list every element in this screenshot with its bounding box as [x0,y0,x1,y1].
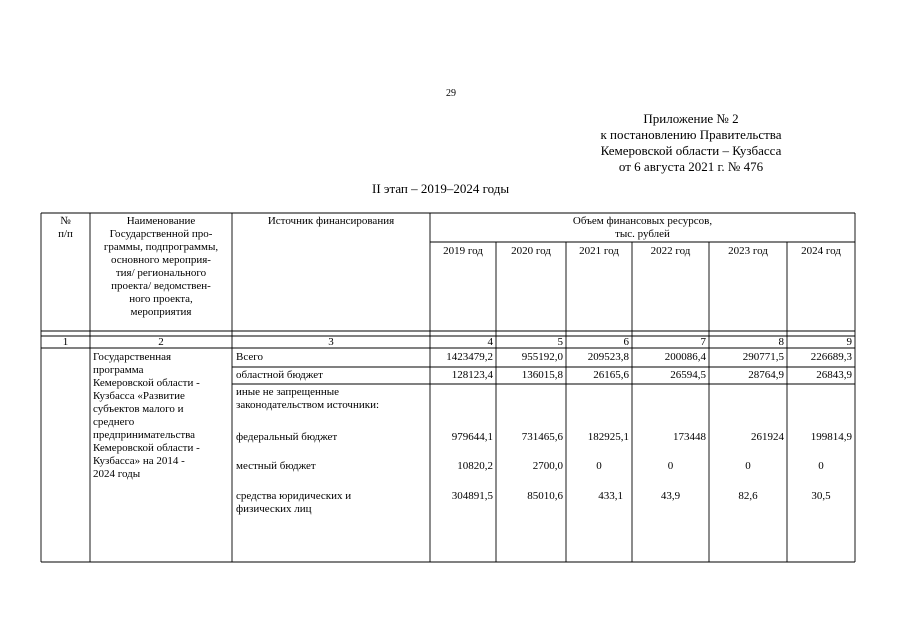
row-local-2024: 0 [818,460,824,472]
row-regional-2019: 128123,4 [451,369,493,381]
row-federal-source: федеральный бюджет [236,431,338,443]
col-number: 5 [557,336,563,348]
row-local-2020: 2700,0 [532,460,563,472]
program-name-line: Кемеровской области - [93,377,200,389]
col-number: 9 [846,336,852,348]
row-regional-2021: 26165,6 [593,369,629,381]
row-legal-entities-source [236,490,351,516]
row-legal-entities-2022: 43,9 [660,490,681,502]
program-name [93,351,200,481]
header-source: Источник финансирования [267,215,395,227]
appendix-line-3: Кемеровской области – Кузбасса [600,143,782,158]
col-number: 4 [487,336,493,348]
appendix-line-2: к постановлению Правительства [600,127,782,142]
header-name-line: граммы, подпрограммы, [103,241,219,253]
program-name-line: Государственная [93,351,172,363]
row-federal-2021: 182925,1 [587,431,629,443]
program-name-line: 2024 годы [93,468,141,480]
appendix-block [560,111,822,175]
row-local-2021: 0 [596,460,602,472]
program-name-line: Кемеровской области - [93,442,200,454]
header-year-2022: 2022 год [650,245,691,257]
header-name-line: Наименование [126,215,196,227]
col-number: 1 [62,336,69,348]
row-federal-2023: 261924 [751,431,784,443]
program-name-line: предпринимательства [93,429,196,441]
row-total-2022: 200086,4 [664,351,706,363]
header-name-line: ного проекта, [129,293,193,305]
row-legal-entities-line: средства юридических и [236,490,352,502]
header-name-line: мероприятия [130,306,192,318]
col-number: 6 [623,336,629,348]
program-name-line: программа [93,364,144,376]
row-regional-source: областной бюджет [236,369,323,381]
row-other-sources-label [236,386,379,412]
header-volume-line-2: тыс. рублей [615,228,670,240]
row-local-2023: 0 [745,460,751,472]
row-regional-2023: 28764,9 [748,369,784,381]
header-num-line-1: № [60,215,71,227]
appendix-line-1: Приложение № 2 [643,111,739,126]
row-federal-2022: 173448 [673,431,706,443]
row-regional-2022: 26594,5 [670,369,706,381]
header-year-2023: 2023 год [728,245,768,257]
program-name-line: Кузбасса» на 2014 - [93,455,185,467]
row-federal-2020: 731465,6 [521,431,563,443]
row-other-sources-line: иные не запрещенные [236,386,340,398]
header-num [41,215,90,241]
header-name [90,215,232,319]
row-federal-2024: 199814,9 [810,431,852,443]
program-name-line: Кузбасса «Развитие [93,390,185,402]
header-name-line: проекта/ ведомствен- [111,280,211,292]
col-number: 8 [778,336,784,348]
header-name-line: Государственной про- [109,228,213,240]
header-name-line: тия/ регионального [115,267,207,279]
header-year-2021: 2021 год [579,245,619,257]
row-local-2022: 0 [667,460,674,472]
header-num-line-2: п/п [58,228,73,240]
row-total-2021: 209523,8 [587,351,629,363]
row-legal-entities-2024: 30,5 [811,490,831,502]
col-number: 2 [158,336,164,348]
page-number: 29 [446,88,456,99]
row-total-2020: 955192,0 [521,351,563,363]
header-name-line: основного мероприя- [111,254,211,266]
row-legal-entities-line: физических лиц [236,503,312,515]
header-year-2024: 2024 год [801,245,841,257]
header-year-2019: 2019 год [443,245,483,257]
row-total-source: Всего [236,351,263,363]
row-regional-2020: 136015,8 [521,369,563,381]
row-total-2024: 226689,3 [810,351,852,363]
header-volume [430,215,855,241]
row-legal-entities-2023: 82,6 [738,490,758,502]
row-total-2023: 290771,5 [742,351,784,363]
row-legal-entities-2021: 433,1 [598,490,623,502]
appendix-line-4: от 6 августа 2021 г. № 476 [618,159,764,174]
col-number: 7 [700,336,706,348]
row-federal-2019: 979644,1 [451,431,493,443]
stage-title: II этап – 2019–2024 годы [372,181,510,196]
header-volume-line-1: Объем финансовых ресурсов, [572,215,713,227]
program-name-line: субъектов малого и [93,403,184,415]
row-other-sources-line: законодательством источники: [236,399,380,411]
row-local-2019: 10820,2 [457,460,493,472]
row-local-source: местный бюджет [236,460,316,472]
row-legal-entities-2019: 304891,5 [451,490,493,502]
row-regional-2024: 26843,9 [816,369,852,381]
program-name-line: среднего [93,416,135,428]
row-legal-entities-2020: 85010,6 [527,490,563,502]
row-total-2019: 1423479,2 [446,351,493,363]
header-year-2020: 2020 год [511,245,551,257]
col-number: 3 [328,336,334,348]
